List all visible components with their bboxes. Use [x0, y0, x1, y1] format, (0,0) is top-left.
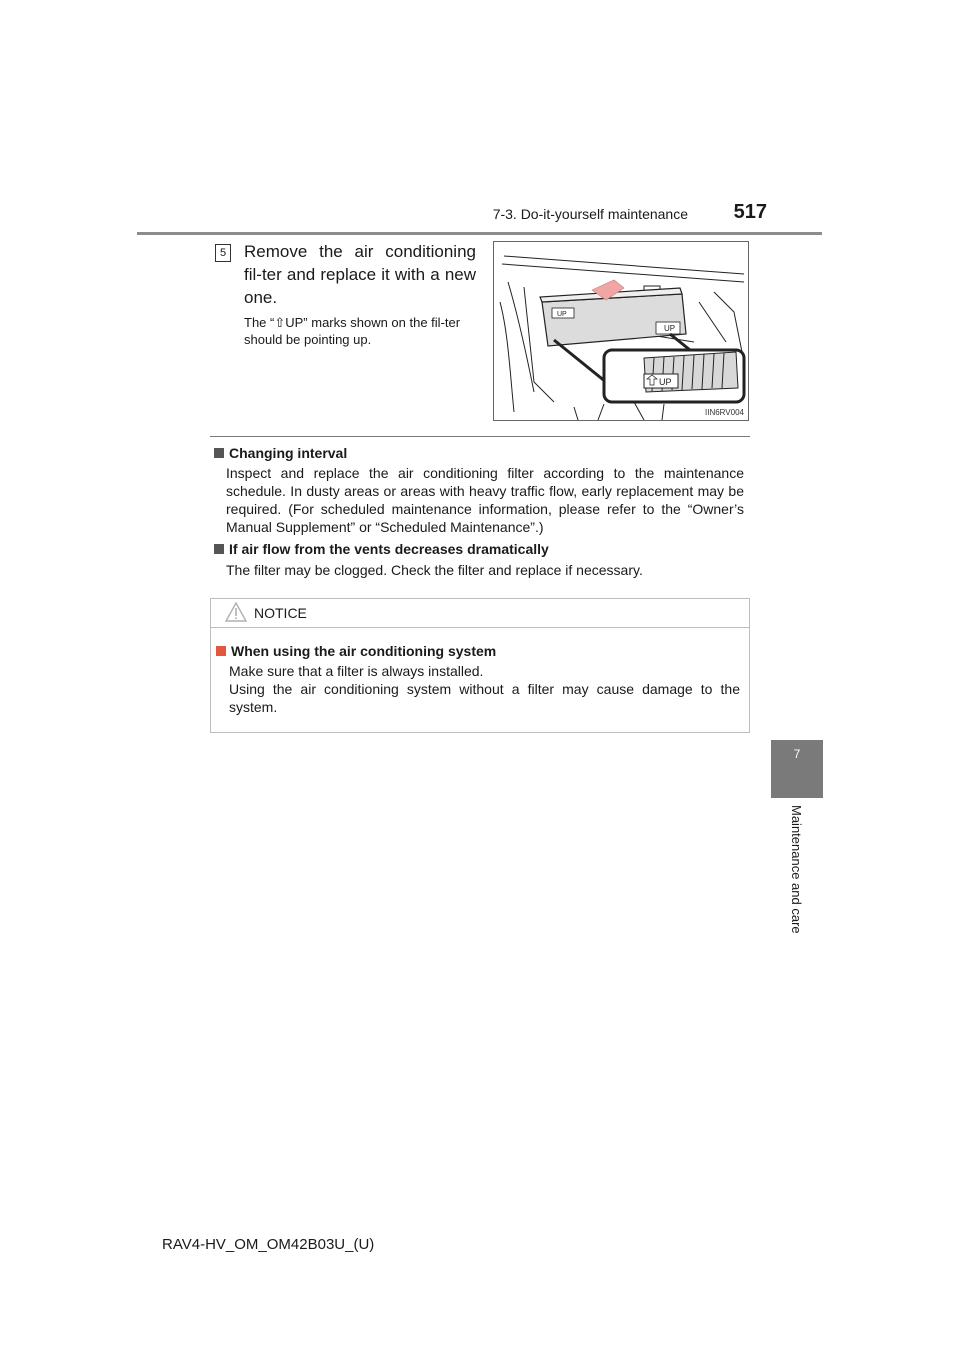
section-divider: [210, 436, 750, 437]
filter-up-label-large: UP: [659, 377, 672, 387]
warning-triangle-icon: [225, 602, 247, 622]
chapter-number: 7: [793, 747, 801, 761]
notice-label: NOTICE: [254, 605, 307, 621]
bullet-square-icon: [216, 646, 226, 656]
bullet-square-icon: [214, 544, 224, 554]
document-code: RAV4-HV_OM_OM42B03U_(U): [162, 1236, 375, 1253]
notice-body: [229, 662, 740, 716]
step-note: The “⇧UP” marks shown on the fil-ter should be pointing up.: [244, 315, 461, 347]
body-air-flow: The filter may be clogged. Check the filter and replace if necessary.: [226, 562, 643, 578]
filter-up-label-medium: UP: [664, 324, 676, 333]
notice-line-1: Make sure that a filter is always installed.: [229, 663, 484, 679]
heading-air-flow: If air flow from the vents decreases dramatically: [214, 541, 549, 557]
section-title: 7-3. Do-it-yourself maintenance: [492, 206, 688, 222]
figure-code: IIN6RV004: [705, 408, 744, 417]
filter-illustration: [493, 241, 749, 421]
step-number-badge: 5: [215, 244, 231, 262]
notice-heading: When using the air conditioning system: [216, 643, 496, 659]
chapter-label: Maintenance and care: [789, 805, 804, 934]
notice-rule: [210, 627, 750, 628]
body-changing-interval: Inspect and replace the air conditioning filter according to the maintenance schedule. In dusty areas or areas with heavy traffic flow, early replacement may be required. (For scheduled maintenance information, please refer to the “Owner’s Manual Supplement” or “Scheduled Maintenance”.): [226, 465, 744, 535]
bullet-square-icon: [214, 448, 224, 458]
notice-line-2: Using the air conditioning system without a filter may cause damage to the system.: [229, 681, 740, 715]
heading-changing-interval: Changing interval: [214, 445, 347, 461]
page-number: 517: [733, 201, 767, 223]
filter-up-label-small: UP: [557, 311, 567, 318]
header-rule: [137, 232, 822, 235]
filter-drawing: [494, 242, 749, 421]
step-instruction: Remove the air conditioning fil-ter and replace it with a new one.: [244, 242, 476, 307]
